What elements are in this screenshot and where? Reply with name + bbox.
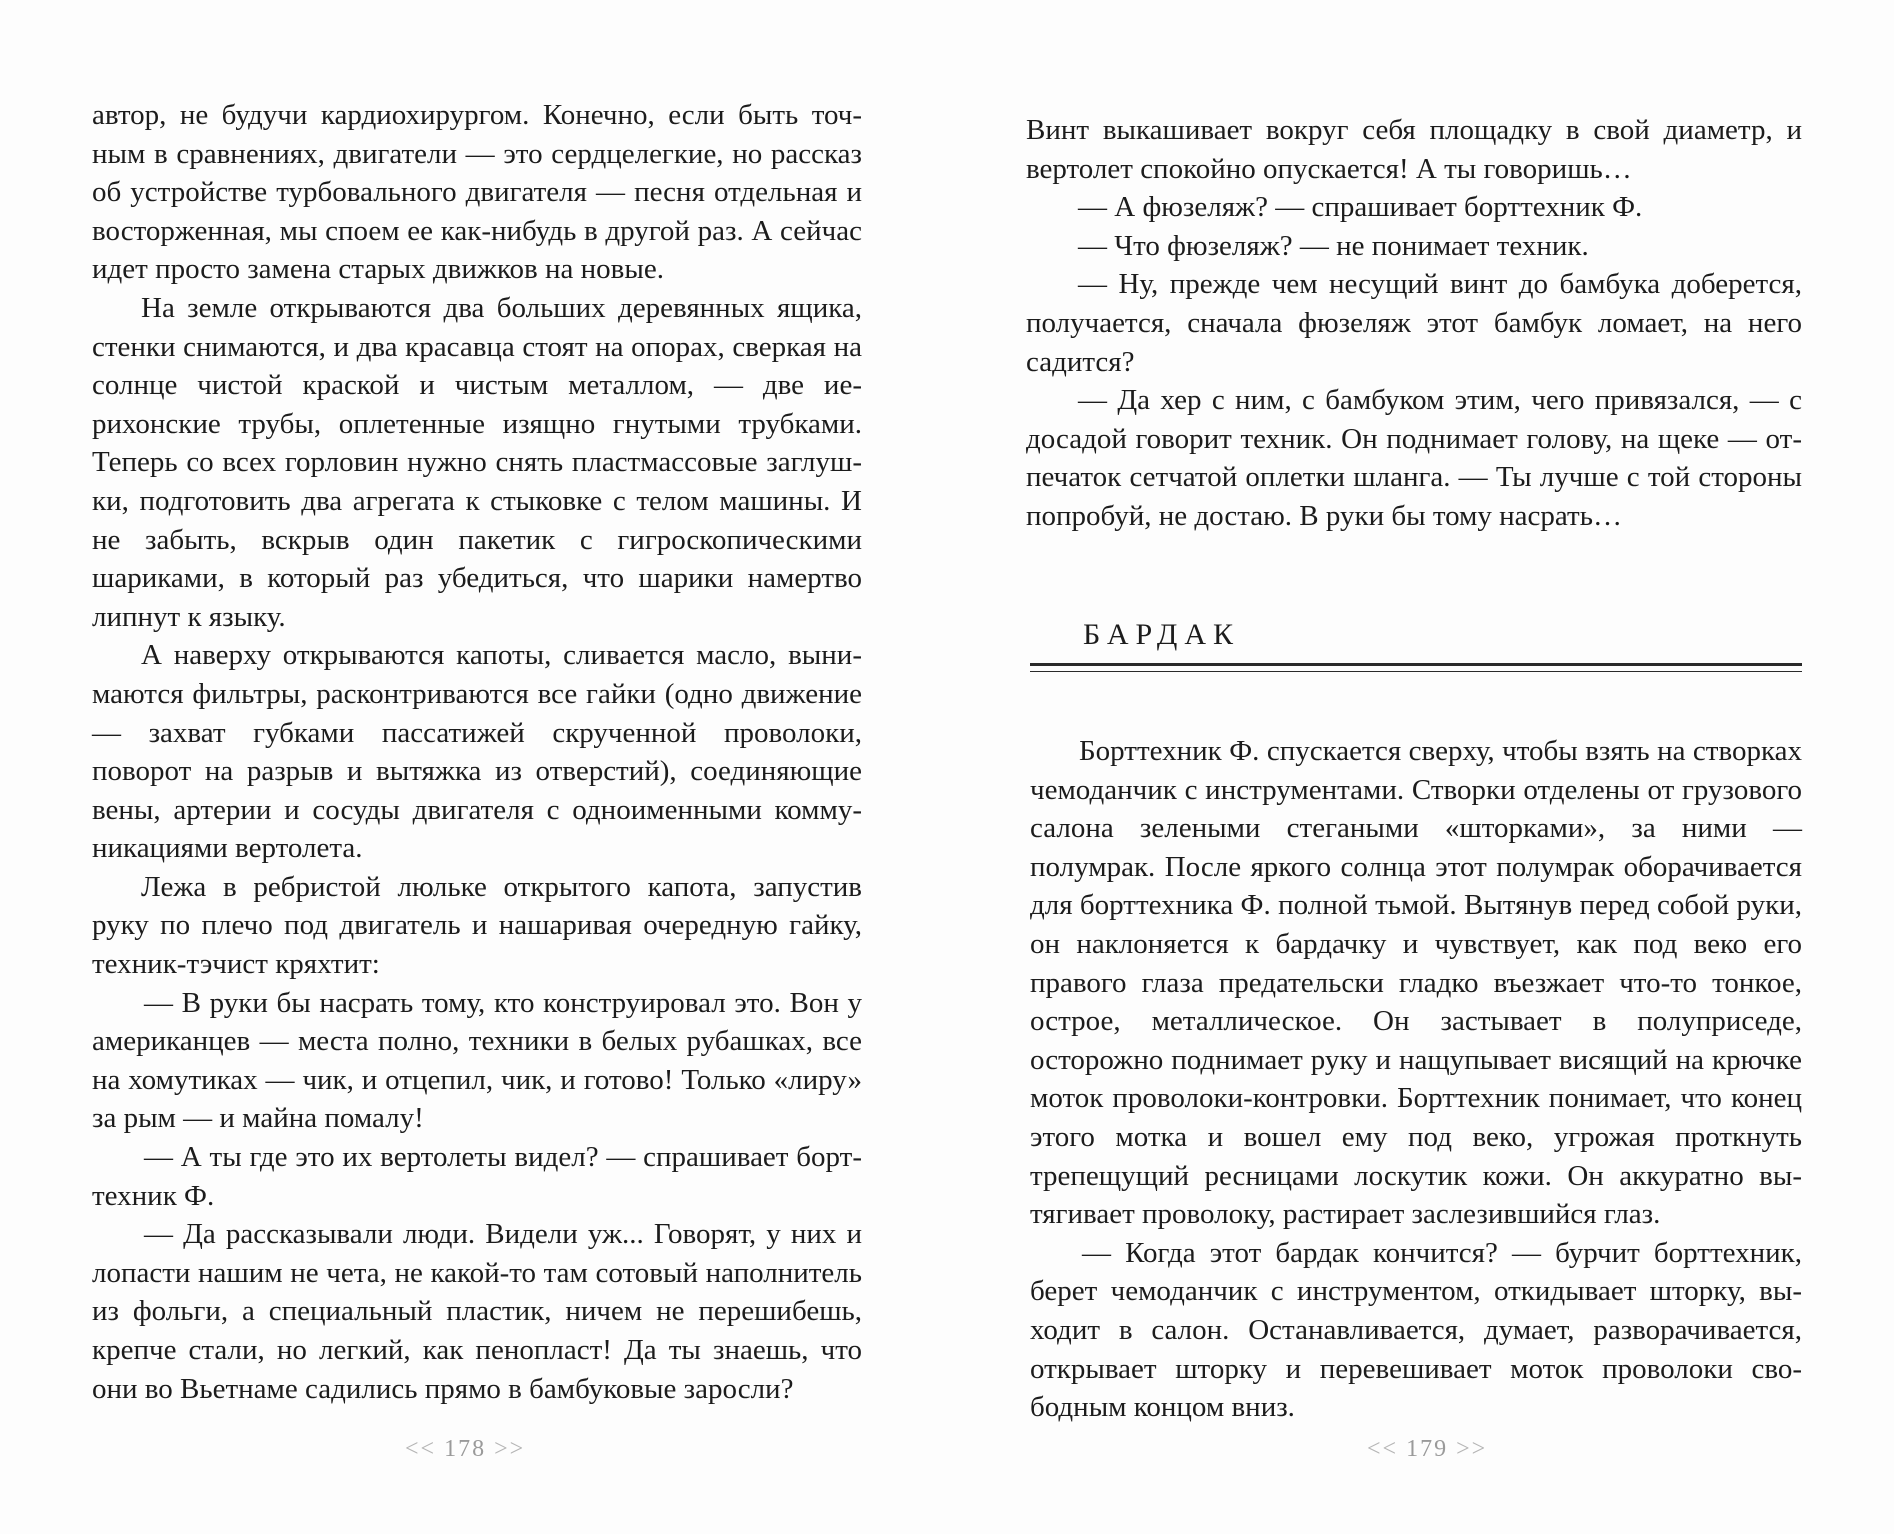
paragraph: А наверху открываются капоты, сливается масло, вынимаются фильтры, расконтриваются все гайки (одно движение — захват губками пассатижей скрученной проволоки, поворот на разрыв и вытяжка из отверстий), соединяющие вены, артерии и сосуды двигателя с одноименными коммуникациями вертолета.: [92, 639, 862, 865]
folio-mark-close: >>: [1456, 1436, 1488, 1462]
dialogue-line: — Ну, прежде чем несущий винт до бамбука доберется, получается, сначала фюзеляж этот бамбук ломает, на него садится?: [1026, 268, 1802, 378]
paragraph: Винт выкашивает вокруг себя площадку в свой диаметр, и вертолет спокойно опускается! А ты говоришь…: [1026, 114, 1802, 185]
paragraph: автор, не будучи кардиохирургом. Конечно, если быть точным в сравнениях, двигатели — это сердцелегкие, но рассказ об устройстве турбовального двигателя — песня отдельная и восторженная, мы споем ее как-нибудь в другой раз. А сейчас идет просто замена старых движков на новые.: [92, 99, 862, 286]
paragraph: Борттехник Ф. спускается сверху, чтобы взять на створках чемоданчик с инструментами. Створки отделены от грузового салона зелеными стегаными «шторками», за ними — полумрак. После яркого солнца этот полумрак оборачивается для борттехника Ф. полной тьмой. Вытянув перед собой руки, он наклоняется к бардачку и чувствует, как под веко его правого глаза предательски гладко въезжает что-то тонкое, острое, металлическое. Он застывает в полуприседе, осторожно поднимает руку и нащупывает висящий на крючке моток проволоки-контровки. Борттехник понимает, что конец этого мотка и вошел ему под веко, угрожая проткнуть трепещущий ресницами лоскутик кожи. Он аккуратно вытягивает проволоку, растирает заслезившийся глаз.: [1030, 735, 1802, 1231]
dialogue-line: — Когда этот бардак кончится? — бурчит борттехник, берет чемоданчик с инструментом, откидывает шторку, выходит в салон. Останавливается, думает, разворачивается, открывает шторку и перевешивает моток проволоки свободным концом вниз.: [1030, 1236, 1802, 1424]
right-page: [947, 0, 1894, 1534]
folio-number: 179: [1406, 1436, 1449, 1462]
dialogue-line: — В руки бы насрать тому, кто конструировал это. Вон у американцев — места полно, техники в белых рубашках, все на хомутиках — чик, и отцепил, чик, и готово! Только «лиру» за рым — и майна помалу!: [92, 986, 862, 1135]
dialogue-line: — Да хер с ним, с бамбуком этим, чего привязался, — с досадой говорит техник. Он поднимает голову, на щеке — отпечаток сетчатой оплетки шланга. — Ты лучше с той стороны попробуй, не достаю. В руки бы тому насрать…: [1026, 384, 1802, 532]
folio-mark-open: <<: [405, 1436, 437, 1462]
chapter-title: БАРДАК: [1083, 618, 1241, 651]
folio-number: 178: [444, 1436, 487, 1462]
paragraph: На земле открываются два больших деревянных ящика, стенки снимаются, и два красавца стоят на опорах, сверкая на солнце чистой краской и чистым металлом, — две иерихонские трубы, оплетенные изящно гнутыми трубками. Теперь со всех горловин нужно снять пластмассовые заглушки, подготовить два агрегата к стыковке с телом машины. И не забыть, вскрыв один пакетик с гигроскопическими шариками, в который раз убедиться, что шарики намертво липнут к языку.: [92, 291, 862, 633]
left-page-text: [92, 96, 862, 1408]
folio-mark-close: >>: [494, 1436, 526, 1462]
chapter-rule: [1030, 663, 1802, 672]
paragraph: Лежа в ребристой люльке открытого капота, запустив руку по плечо под двигатель и нашаривая очередную гайку, техник-тэчист кряхтит:: [92, 870, 862, 981]
dialogue-line: — А ты где это их вертолеты видел? — спрашивает борттехник Ф.: [92, 1141, 862, 1212]
right-page-top-text: [1026, 111, 1802, 536]
page-number-right: [1367, 1436, 1487, 1463]
dialogue-line: — А фюзеляж? — спрашивает борттехник Ф.: [1078, 191, 1643, 224]
dialogue-line: — Что фюзеляж? — не понимает техник.: [1078, 229, 1589, 262]
folio-mark-open: <<: [1367, 1436, 1399, 1462]
dialogue-line: — Да рассказывали люди. Видели уж... Говорят, у них и лопасти нашим не чета, не какой-то там сотовый наполнитель из фольги, а специальный пластик, ничем не перешибешь, крепче стали, но легкий, как пенопласт! Да ты знаешь, что они во Вьетнаме садились прямо в бамбуковые заросли?: [92, 1218, 862, 1405]
page-number-left: [405, 1436, 525, 1463]
right-page-chapter-text: [1030, 732, 1802, 1427]
